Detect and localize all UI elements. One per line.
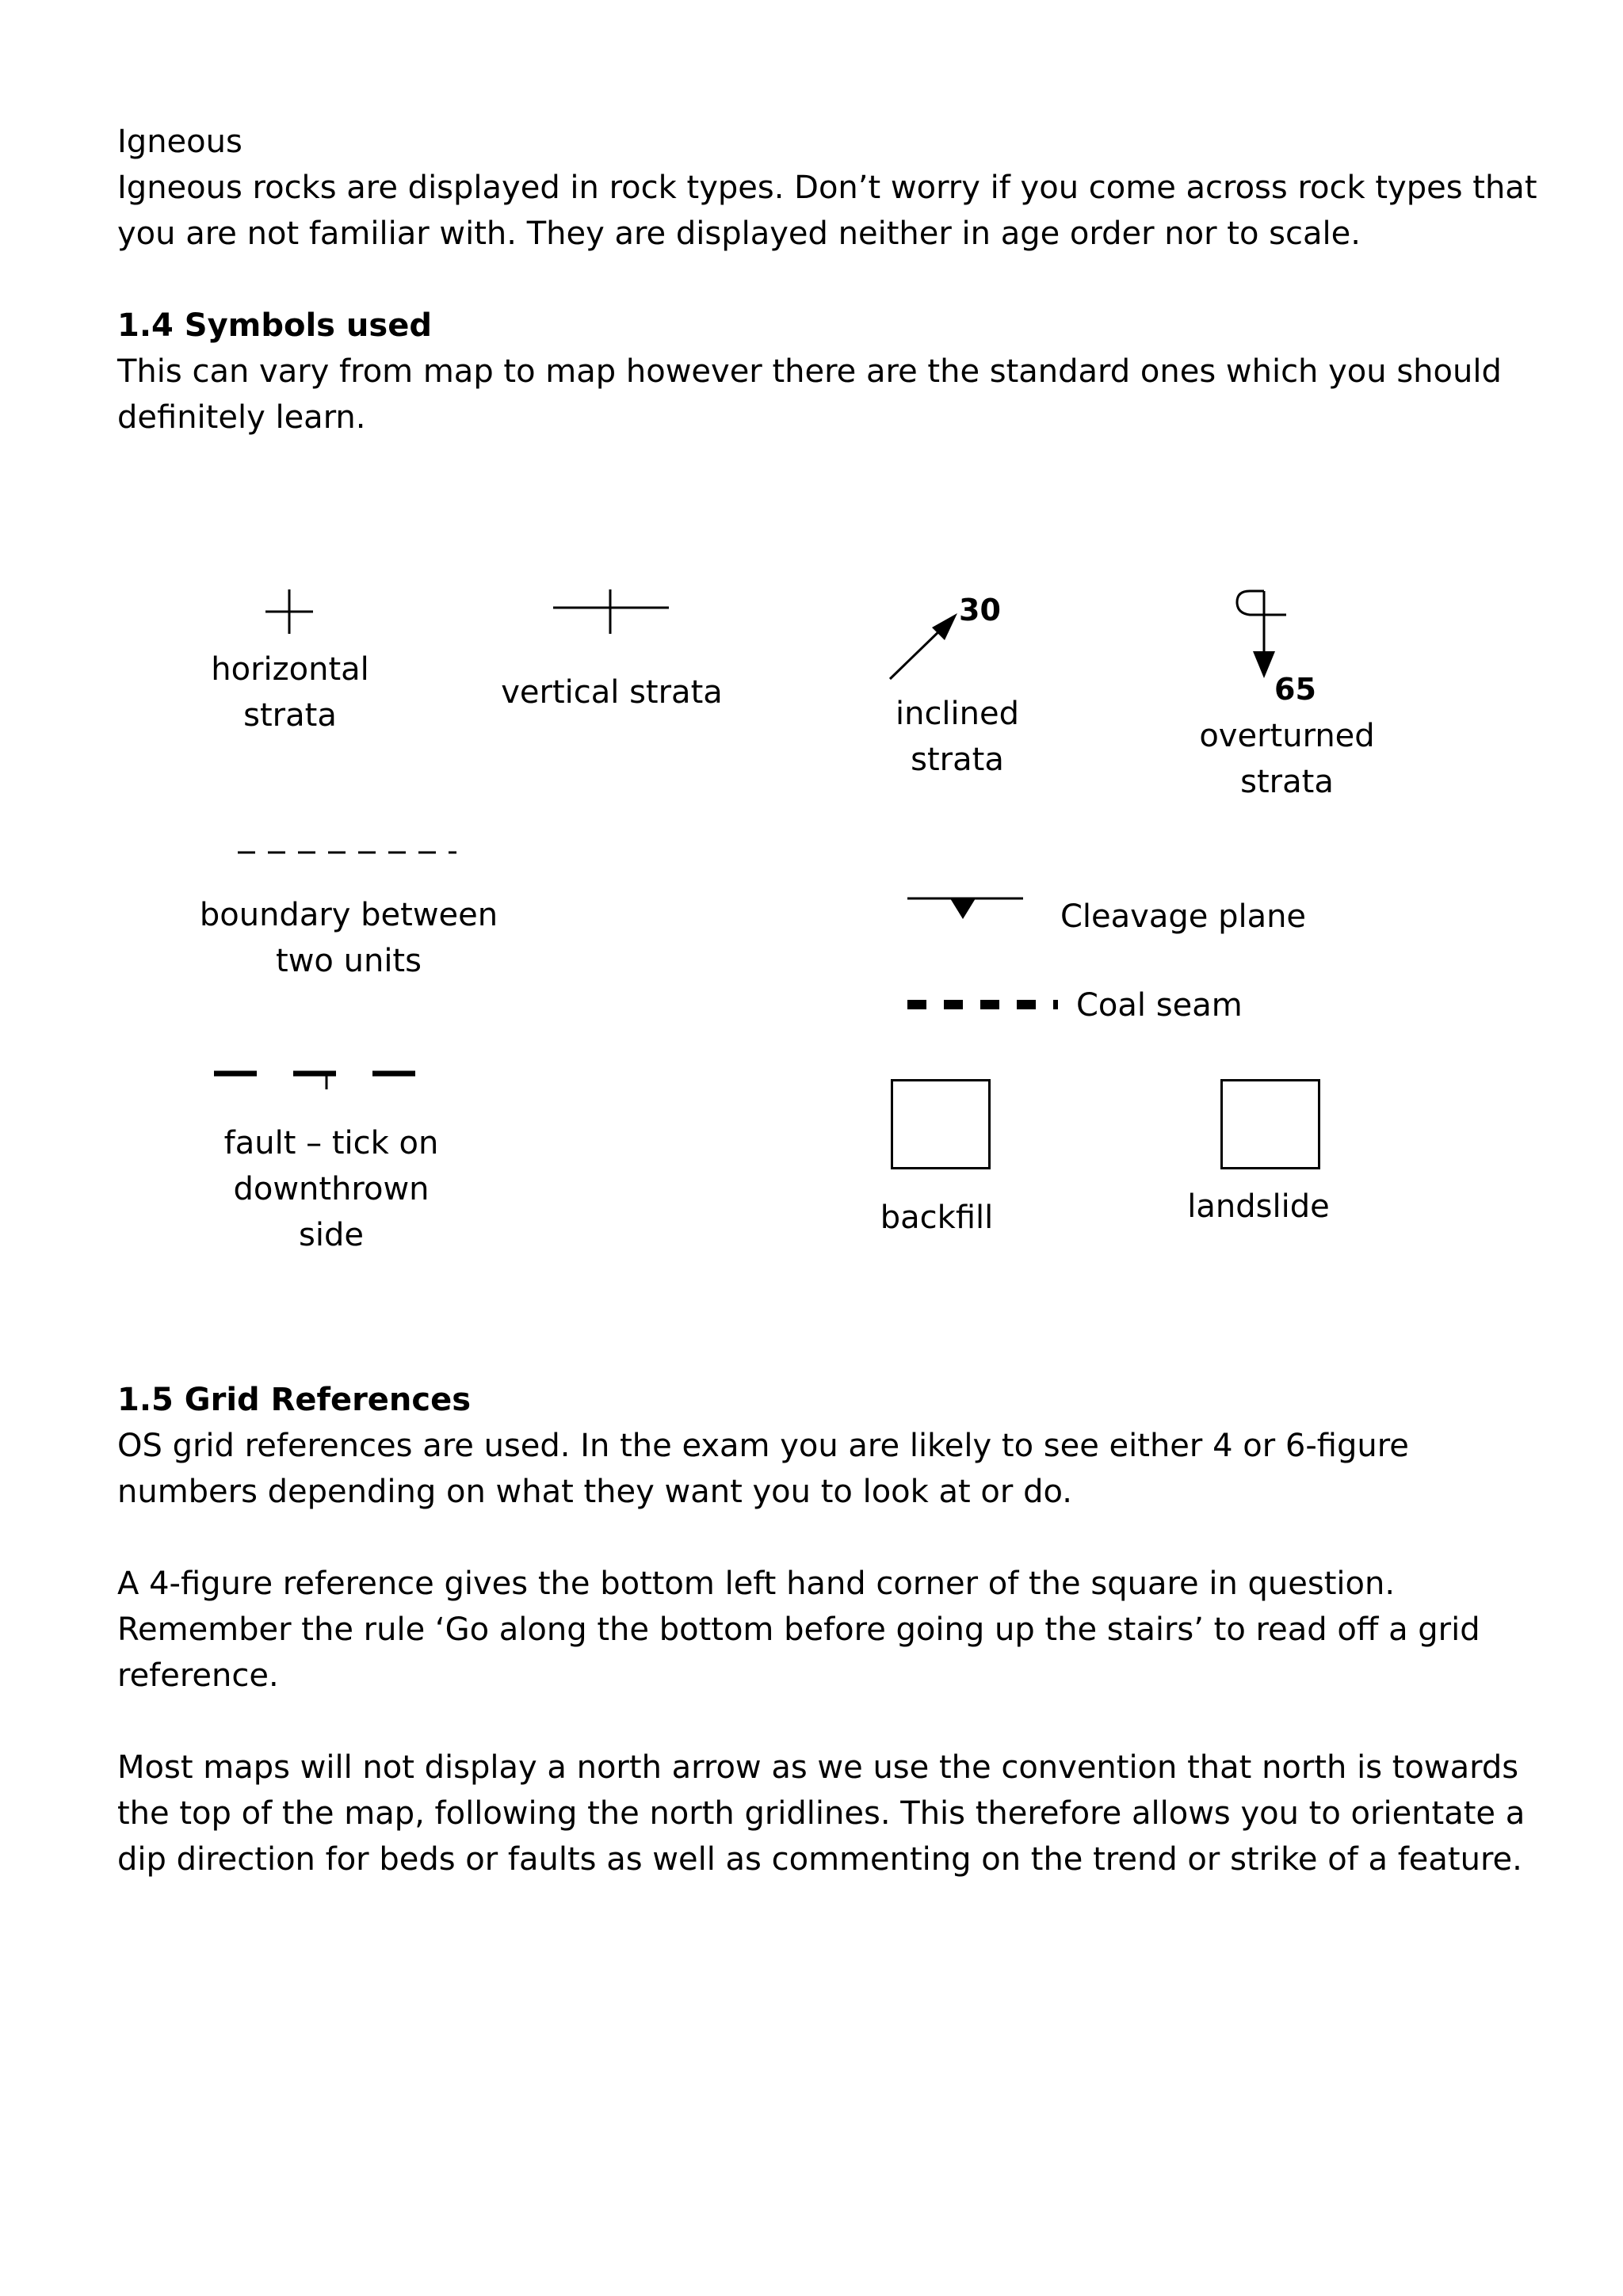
boundary-label xyxy=(200,892,498,984)
coal-seam-icon xyxy=(907,997,1066,1013)
landslide-label: landslide xyxy=(1187,1188,1330,1225)
grid-p2-line-3: reference. xyxy=(117,1657,279,1694)
horizontal-strata-line-1: horizontal xyxy=(211,651,369,688)
fault-line-2: downthrown xyxy=(233,1171,430,1207)
intro-line-2: you are not familiar with. They are displayed neither in age order nor to scale. xyxy=(117,215,1361,252)
backfill-label: backfill xyxy=(880,1199,994,1236)
inclined-strata-line-1: inclined xyxy=(895,696,1020,732)
inclined-strata-arrow-icon xyxy=(888,610,967,681)
symbols-heading: 1.4 Symbols used xyxy=(117,307,432,344)
vertical-strata-line-1: vertical strata xyxy=(501,674,723,711)
cleavage-plane-label: Cleavage plane xyxy=(1060,898,1307,935)
fault-label xyxy=(224,1120,439,1258)
grid-p3-line-2: the top of the map, following the north gridlines. This therefore allows you to orientate a xyxy=(117,1795,1526,1832)
horizontal-strata-icon xyxy=(262,588,317,635)
intro-line-1: Igneous rocks are displayed in rock types. Don’t worry if you come across rock types that xyxy=(117,170,1537,206)
inclined-strata-label xyxy=(896,691,1019,783)
landslide-box-icon xyxy=(1220,1079,1320,1169)
vertical-strata-icon xyxy=(553,588,672,635)
igneous-heading: Igneous xyxy=(117,124,242,160)
grid-p3-line-3: dip direction for beds or faults as well as commenting on the trend or strike of a feature. xyxy=(117,1841,1522,1878)
symbols-line-2: definitely learn. xyxy=(117,399,366,436)
overturned-strata-line-2: strata xyxy=(1240,764,1334,800)
inclined-dip-value: 30 xyxy=(959,593,1001,627)
overturned-dip-value: 65 xyxy=(1274,672,1316,707)
fault-line-1: fault – tick on xyxy=(223,1125,439,1161)
boundary-line-2: two units xyxy=(276,943,422,979)
overturned-strata-line-1: overturned xyxy=(1199,718,1375,754)
grid-heading: 1.5 Grid References xyxy=(117,1382,472,1418)
inclined-strata-line-2: strata xyxy=(911,742,1004,778)
vertical-strata-label xyxy=(501,669,723,715)
grid-p2-line-2: Remember the rule ‘Go along the bottom before going up the stairs’ to read off a grid xyxy=(117,1611,1480,1648)
horizontal-strata-label xyxy=(211,646,369,738)
boundary-dashed-line-icon xyxy=(238,848,460,857)
fault-line-icon xyxy=(214,1066,452,1097)
grid-p2-line-1: A 4-figure reference gives the bottom left hand corner of the square in question. xyxy=(117,1566,1396,1602)
cleavage-plane-icon xyxy=(907,895,1026,927)
grid-p1-line-1: OS grid references are used. In the exam you are likely to see either 4 or 6-figure xyxy=(117,1428,1409,1464)
coal-seam-label: Coal seam xyxy=(1076,987,1243,1024)
symbols-line-1: This can vary from map to map however there are the standard ones which you should xyxy=(117,353,1502,390)
backfill-box-icon xyxy=(891,1079,991,1169)
grid-p3-line-1: Most maps will not display a north arrow as we use the convention that north is towards xyxy=(117,1749,1519,1786)
overturned-strata-label xyxy=(1199,713,1374,805)
boundary-line-1: boundary between xyxy=(199,897,498,933)
grid-p1-line-2: numbers depending on what they want you to look at or do. xyxy=(117,1474,1072,1510)
fault-line-3: side xyxy=(299,1217,364,1253)
horizontal-strata-line-2: strata xyxy=(243,697,337,734)
